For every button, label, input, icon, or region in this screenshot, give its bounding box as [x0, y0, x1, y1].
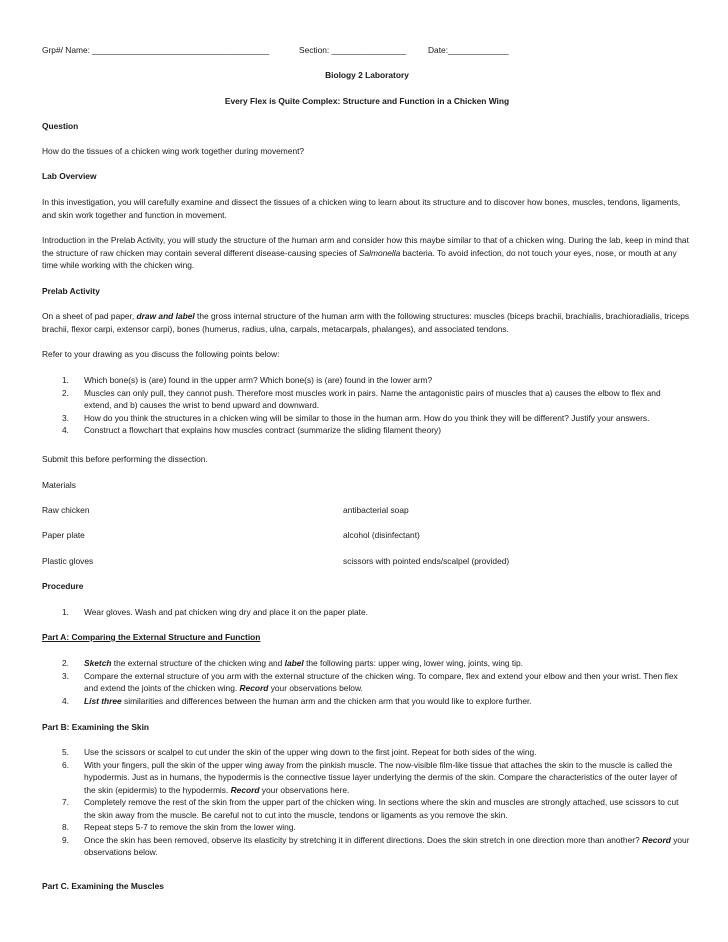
part-a-list	[62, 657, 690, 707]
prelab-text-a: On a sheet of pad paper,	[42, 311, 137, 321]
list-item: 4. List three similarities and differences between the human arm and the chicken arm that you would like to explore further.	[62, 695, 532, 706]
part-c-heading: Part C. Examining the Muscles	[42, 881, 164, 891]
submit-note: Submit this before performing the dissection.	[42, 454, 208, 464]
list-item: 6. With your fingers, pull the skin of the upper wing away from the pinkish muscle. The now-visible film-like tissue that attaches the skin to the muscle is called the hypodermis. Just as in humans, the hypodermis is the connective tissue layer underlying the dermis of the skin. Compare the characteristics of the outer layer of the skin (epidermis) to the hypodermis. Record your observations here.	[62, 759, 678, 795]
course-title: Biology 2 Laboratory	[325, 70, 409, 80]
material-item: Plastic gloves	[42, 556, 94, 566]
list-item: 8. Repeat steps 5-7 to remove the skin from the lower wing.	[62, 822, 296, 832]
section-field: Section: ________________	[299, 45, 407, 55]
list-item: 3. Compare the external structure of you arm with the external structure of the chicken wing. To compare, flex and extend your elbow and then your wrist. Then flex and extend the joints of the chicken wing. Record your observations below.	[62, 670, 678, 693]
list-item: 2. Sketch the external structure of the chicken wing and label the following parts: upper wing, lower wing, joints, wing tip.	[62, 658, 524, 668]
intro-paragraph	[42, 234, 692, 272]
prelab-text-b: the gross internal structure of the human arm with the following structures: muscles (biceps brachii, brachialis, brachioradialis, triceps brachii, flexor carpi, extensor carpi), bones (humerus, radius, ulna, carpals, metacarpals, phalanges), and associated tendons.	[42, 311, 690, 334]
list-item: 9. Once the skin has been removed, observe its elasticity by stretching it in different directions. Does the skin stretch in one direction more than another? Record your observations below.	[62, 834, 690, 857]
list-item: 2. Muscles can only pull, they cannot push. Therefore most muscles work in pairs. Name the antagonistic pairs of muscles that a) causes the elbow to flex and extend, and b) causes the wrist to bend upward and downward.	[62, 387, 661, 410]
intro-text-a: Introduction in the Prelab Activity, you will study the structure of the human arm and consider how this maybe similar to that of a chicken wing. During the lab, keep in mind that the structure of raw chicken may contain several different disease-causing species of	[42, 235, 689, 258]
prelab-emphasis: draw and label	[136, 311, 195, 321]
group-name-field: Grp#/ Name: ______________________________________	[42, 45, 270, 55]
prelab-heading: Prelab Activity	[42, 286, 100, 296]
prelab-paragraph	[42, 310, 692, 335]
material-item: alcohol (disinfectant)	[343, 530, 420, 540]
prelab-list	[62, 374, 690, 437]
list-item: 7. Completely remove the rest of the skin from the upper part of the chicken wing. In sections where the skin and muscles are strongly attached, use scissors to cut the skin away from the muscle. Be careful not to cut into the muscle, tendons or ligaments as you remove the skin.	[62, 797, 679, 820]
part-b-heading: Part B: Examining the Skin	[42, 722, 150, 732]
material-item: Raw chicken	[42, 505, 90, 515]
lab-title: Every Flex is Quite Complex: Structure and Function in a Chicken Wing	[224, 96, 510, 106]
list-item: 1. Which bone(s) is (are) found in the upper arm? Which bone(s) is (are) found in the lower arm?	[62, 375, 433, 385]
part-a-heading: Part A: Comparing the External Structure and Function	[42, 632, 261, 642]
date-field: Date:_____________	[428, 45, 509, 55]
part-b-list	[62, 746, 690, 859]
materials-heading: Materials	[42, 480, 76, 490]
intro-text-b: bacteria. To avoid infection, do not touch your eyes, nose, or mouth at any time while working with the chicken wing.	[42, 247, 677, 270]
salmonella-term: Salmonella	[358, 247, 401, 258]
overview-heading: Lab Overview	[42, 171, 97, 181]
material-item: Paper plate	[42, 530, 85, 540]
procedure-list	[62, 606, 690, 619]
question-heading: Question	[42, 121, 79, 131]
overview-paragraph: In this investigation, you will carefully examine and dissect the tissues of a chicken wing to learn about its structure and to discover how bones, muscles, tendons, ligaments, and skin work together and function in movement.	[42, 197, 681, 220]
list-item: 1. Wear gloves. Wash and pat chicken wing dry and place it on the paper plate.	[62, 607, 368, 617]
list-item: 4. Construct a flowchart that explains how muscles contract (summarize the sliding filament theory)	[62, 425, 442, 435]
list-item: 3. How do you think the structures in a chicken wing will be similar to those in the human arm. How do you think they will be different? Justify your answers.	[62, 412, 650, 423]
material-item: scissors with pointed ends/scalpel (provided)	[343, 556, 510, 566]
refer-text: Refer to your drawing as you discuss the following points below:	[42, 349, 280, 359]
question-text: How do the tissues of a chicken wing work together during movement?	[42, 146, 305, 156]
material-item: antibacterial soap	[343, 505, 409, 515]
list-item: 5. Use the scissors or scalpel to cut under the skin of the upper wing down to the first joint. Repeat for both sides of the wing.	[62, 747, 537, 757]
procedure-heading: Procedure	[42, 581, 84, 591]
